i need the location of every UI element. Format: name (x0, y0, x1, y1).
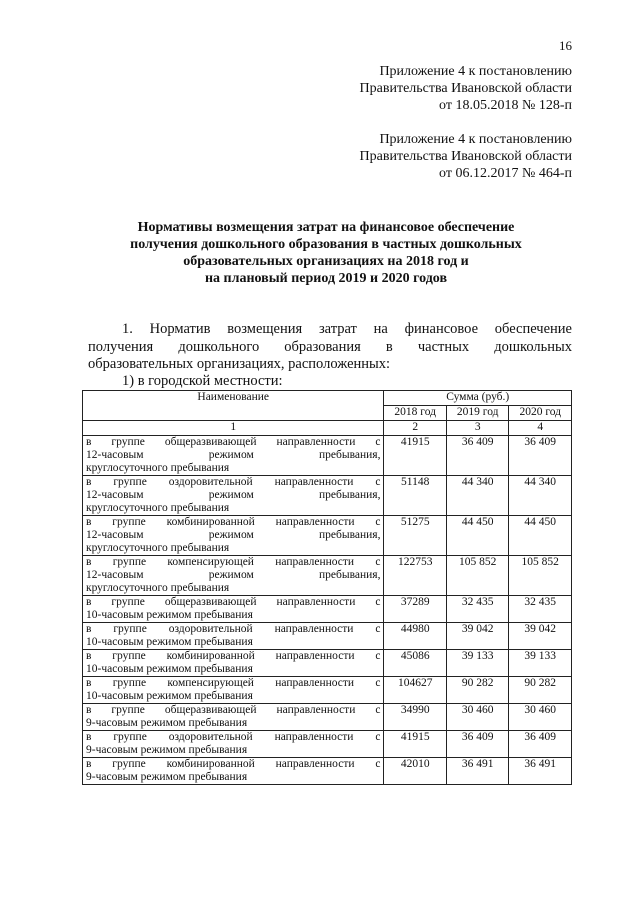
amount-2018: 41915 (384, 731, 447, 758)
amount-2019: 30 460 (446, 704, 509, 731)
header-year-2019: 2019 год (446, 406, 509, 421)
description-line: в группе компенсирующей направленности с (86, 556, 381, 568)
table-row (83, 758, 572, 785)
description-line: в группе общеразвивающей направленности с (86, 704, 381, 716)
column-number: 2 (384, 421, 447, 436)
appendix-line: от 18.05.2018 № 128-п (439, 98, 572, 113)
amount-2019: 44 450 (446, 516, 509, 556)
description-line: 12-часовым режимом пребывания, (86, 569, 381, 581)
description-line: круглосуточного пребывания (86, 582, 230, 594)
appendix-reference-current (300, 63, 572, 114)
amount-2018: 44980 (384, 623, 447, 650)
table-row (83, 623, 572, 650)
description-line: 12-часовым режимом пребывания, (86, 529, 381, 541)
group-description (83, 731, 384, 758)
amount-2019: 39 133 (446, 650, 509, 677)
description-line: 10-часовым режимом пребывания (86, 690, 253, 702)
amount-2020: 90 282 (509, 677, 572, 704)
appendix-line: Правительства Ивановской области (359, 81, 572, 96)
appendix-reference-original (300, 131, 572, 182)
group-description (83, 436, 384, 476)
column-number: 1 (83, 421, 384, 436)
paragraph-line: 1. Норматив возмещения затрат на финансовое обеспечение (122, 321, 572, 337)
page-number: 16 (559, 38, 572, 53)
description-line: 9-часовым режимом пребывания (86, 717, 248, 729)
appendix-line: Приложение 4 к постановлению (379, 64, 572, 79)
amount-2020: 32 435 (509, 596, 572, 623)
amount-2019: 36 409 (446, 436, 509, 476)
table-row (83, 556, 572, 596)
amount-2018: 41915 (384, 436, 447, 476)
description-line: в группе компенсирующей направленности с (86, 677, 381, 689)
amount-2020: 36 491 (509, 758, 572, 785)
description-line: 12-часовым режимом пребывания, (86, 449, 381, 461)
group-description (83, 596, 384, 623)
amount-2018: 34990 (384, 704, 447, 731)
group-description (83, 516, 384, 556)
description-line: круглосуточного пребывания (86, 462, 230, 474)
group-description (83, 556, 384, 596)
paragraph-line: получения дошкольного образования в частных дошкольных (88, 338, 572, 355)
group-description (83, 758, 384, 785)
group-description (83, 677, 384, 704)
amount-2019: 44 340 (446, 476, 509, 516)
appendix-line: Правительства Ивановской области (359, 149, 572, 164)
amount-2020: 36 409 (509, 436, 572, 476)
amount-2020: 30 460 (509, 704, 572, 731)
group-description (83, 623, 384, 650)
norms-table (82, 390, 572, 785)
description-line: в группе общеразвивающей направленности с (86, 436, 381, 448)
group-description (83, 704, 384, 731)
description-line: круглосуточного пребывания (86, 542, 230, 554)
header-year-2018: 2018 год (384, 406, 447, 421)
group-description (83, 476, 384, 516)
column-number: 3 (446, 421, 509, 436)
amount-2019: 36 409 (446, 731, 509, 758)
description-line: 12-часовым режимом пребывания, (86, 489, 381, 501)
description-line: в группе оздоровительной направленности с (86, 476, 381, 488)
amount-2018: 37289 (384, 596, 447, 623)
group-description (83, 650, 384, 677)
table-row (83, 704, 572, 731)
table-row (83, 436, 572, 476)
amount-2020: 39 042 (509, 623, 572, 650)
amount-2020: 44 450 (509, 516, 572, 556)
description-line: 10-часовым режимом пребывания (86, 609, 253, 621)
description-line: круглосуточного пребывания (86, 502, 230, 514)
amount-2019: 36 491 (446, 758, 509, 785)
description-line: в группе комбинированной направленности с (86, 516, 381, 528)
amount-2018: 51148 (384, 476, 447, 516)
amount-2018: 51275 (384, 516, 447, 556)
description-line: 10-часовым режимом пребывания (86, 663, 253, 675)
header-year-2020: 2020 год (509, 406, 572, 421)
paragraph-line: образовательных организациях, расположенных: (88, 356, 391, 372)
document-title (80, 219, 572, 287)
title-line: образовательных организациях на 2018 год и (183, 254, 469, 269)
appendix-line: от 06.12.2017 № 464-п (439, 166, 572, 181)
title-line: получения дошкольного образования в частных дошкольных (130, 237, 522, 252)
amount-2018: 45086 (384, 650, 447, 677)
column-number: 4 (509, 421, 572, 436)
header-name: Наименование (83, 391, 384, 421)
description-line: в группе общеразвивающей направленности с (86, 596, 381, 608)
table-row (83, 596, 572, 623)
description-line: в группе комбинированной направленности с (86, 650, 381, 662)
description-line: 9-часовым режимом пребывания (86, 771, 248, 783)
table-row (83, 677, 572, 704)
description-line: в группе оздоровительной направленности с (86, 623, 381, 635)
header-sum: Сумма (руб.) (384, 391, 572, 406)
table-row (83, 650, 572, 677)
description-line: 10-часовым режимом пребывания (86, 636, 253, 648)
table-row (83, 516, 572, 556)
description-line: 9-часовым режимом пребывания (86, 744, 248, 756)
amount-2020: 36 409 (509, 731, 572, 758)
amount-2019: 32 435 (446, 596, 509, 623)
appendix-line: Приложение 4 к постановлению (379, 132, 572, 147)
title-line: Нормативы возмещения затрат на финансовое обеспечение (137, 220, 515, 235)
amount-2018: 42010 (384, 758, 447, 785)
table-row (83, 731, 572, 758)
amount-2019: 90 282 (446, 677, 509, 704)
amount-2019: 39 042 (446, 623, 509, 650)
table-row (83, 476, 572, 516)
intro-paragraph (88, 321, 572, 374)
description-line: в группе комбинированной направленности с (86, 758, 381, 770)
amount-2018: 104627 (384, 677, 447, 704)
amount-2020: 105 852 (509, 556, 572, 596)
amount-2020: 39 133 (509, 650, 572, 677)
amount-2019: 105 852 (446, 556, 509, 596)
amount-2020: 44 340 (509, 476, 572, 516)
amount-2018: 122753 (384, 556, 447, 596)
title-line: на плановый период 2019 и 2020 годов (204, 271, 448, 286)
description-line: в группе оздоровительной направленности с (86, 731, 381, 743)
column-number-row (83, 421, 572, 436)
subheading-urban: 1) в городской местности: (122, 373, 283, 389)
